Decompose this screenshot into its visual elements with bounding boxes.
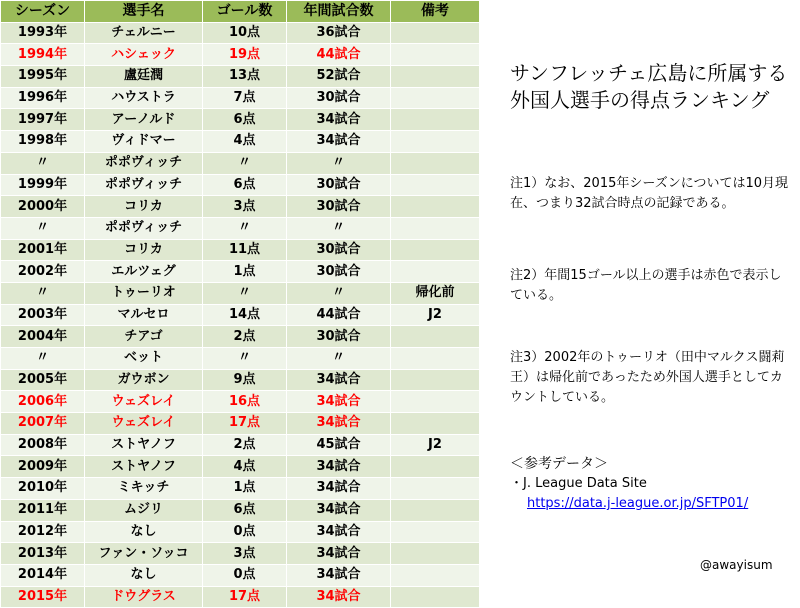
cell-goals: 4点 — [203, 456, 287, 478]
cell-goals: 11点 — [203, 239, 287, 261]
cell-player: エルツェグ — [85, 261, 203, 283]
table-row — [1, 174, 480, 196]
cell-player: ガウボン — [85, 369, 203, 391]
cell-games: 30試合 — [287, 196, 391, 218]
cell-games: 45試合 — [287, 434, 391, 456]
cell-season: 1997年 — [1, 109, 85, 131]
cell-season: 2001年 — [1, 239, 85, 261]
cell-notes — [391, 87, 480, 109]
cell-games: 44試合 — [287, 44, 391, 66]
cell-notes — [391, 261, 480, 283]
table-row — [1, 239, 480, 261]
cell-player: チェルニー — [85, 22, 203, 44]
cell-notes — [391, 521, 480, 543]
cell-goals: 7点 — [203, 87, 287, 109]
cell-games: 〃 — [287, 152, 391, 174]
cell-goals: 10点 — [203, 22, 287, 44]
cell-notes — [391, 217, 480, 239]
cell-season: 2005年 — [1, 369, 85, 391]
cell-season: 2013年 — [1, 543, 85, 565]
cell-goals: 6点 — [203, 174, 287, 196]
cell-player: ベット — [85, 348, 203, 370]
table-row — [1, 543, 480, 565]
cell-player: アーノルド — [85, 109, 203, 131]
table-row — [1, 348, 480, 370]
cell-games: 34試合 — [287, 391, 391, 413]
cell-goals: 〃 — [203, 282, 287, 304]
cell-goals: 1点 — [203, 261, 287, 283]
cell-games: 34試合 — [287, 586, 391, 608]
header-goals: ゴール数 — [203, 1, 287, 23]
table-row — [1, 391, 480, 413]
cell-season: 2008年 — [1, 434, 85, 456]
cell-player: ミキッチ — [85, 478, 203, 500]
cell-season: 2012年 — [1, 521, 85, 543]
table-row — [1, 152, 480, 174]
cell-season: 1993年 — [1, 22, 85, 44]
table-row — [1, 87, 480, 109]
cell-season: 1994年 — [1, 44, 85, 66]
table-row — [1, 456, 480, 478]
cell-player: コリカ — [85, 196, 203, 218]
cell-games: 34試合 — [287, 456, 391, 478]
cell-player: ヴィドマー — [85, 131, 203, 153]
cell-goals: 〃 — [203, 152, 287, 174]
cell-goals: 17点 — [203, 586, 287, 608]
reference-heading: ＜参考データ＞ — [510, 456, 608, 472]
cell-notes — [391, 66, 480, 88]
cell-season: 2002年 — [1, 261, 85, 283]
cell-player: トゥーリオ — [85, 282, 203, 304]
title-line-2: 外国人選手の得点ランキング — [510, 88, 770, 112]
cell-player: ファン・ソッコ — [85, 543, 203, 565]
header-player: 選手名 — [85, 1, 203, 23]
cell-season: 2009年 — [1, 456, 85, 478]
table-row — [1, 434, 480, 456]
cell-games: 30試合 — [287, 87, 391, 109]
table-row — [1, 66, 480, 88]
cell-notes — [391, 152, 480, 174]
cell-games: 34試合 — [287, 109, 391, 131]
cell-notes — [391, 131, 480, 153]
cell-notes — [391, 348, 480, 370]
cell-player: ドウグラス — [85, 586, 203, 608]
cell-player: ウェズレイ — [85, 413, 203, 435]
cell-notes — [391, 543, 480, 565]
table-row — [1, 217, 480, 239]
cell-season: 2000年 — [1, 196, 85, 218]
cell-player: なし — [85, 564, 203, 586]
cell-games: 34試合 — [287, 543, 391, 565]
cell-player: ストヤノフ — [85, 434, 203, 456]
cell-goals: 〃 — [203, 217, 287, 239]
cell-games: 34試合 — [287, 564, 391, 586]
cell-notes — [391, 239, 480, 261]
cell-season: 〃 — [1, 282, 85, 304]
cell-notes — [391, 413, 480, 435]
cell-player: ムジリ — [85, 499, 203, 521]
cell-player: ハウストラ — [85, 87, 203, 109]
cell-goals: 14点 — [203, 304, 287, 326]
table-row — [1, 586, 480, 608]
reference-site: ・J. League Data Site — [510, 476, 647, 491]
cell-notes: 帰化前 — [391, 282, 480, 304]
cell-season: 〃 — [1, 217, 85, 239]
table-row — [1, 478, 480, 500]
table-row — [1, 413, 480, 435]
page-title — [510, 60, 795, 114]
cell-season: 2004年 — [1, 326, 85, 348]
cell-season: 2014年 — [1, 564, 85, 586]
cell-goals: 3点 — [203, 543, 287, 565]
author-credit: @awayisum — [700, 558, 773, 572]
cell-games: 30試合 — [287, 239, 391, 261]
cell-goals: 〃 — [203, 348, 287, 370]
cell-games: 34試合 — [287, 499, 391, 521]
note-2: 注2）年間15ゴール以上の選手は赤色で表示している。 — [510, 268, 782, 303]
cell-goals: 13点 — [203, 66, 287, 88]
cell-player: マルセロ — [85, 304, 203, 326]
table-row — [1, 22, 480, 44]
cell-notes: J2 — [391, 434, 480, 456]
cell-games: 30試合 — [287, 261, 391, 283]
cell-games: 52試合 — [287, 66, 391, 88]
cell-notes — [391, 456, 480, 478]
cell-goals: 3点 — [203, 196, 287, 218]
cell-season: 2015年 — [1, 586, 85, 608]
header-games: 年間試合数 — [287, 1, 391, 23]
cell-season: 1996年 — [1, 87, 85, 109]
cell-goals: 19点 — [203, 44, 287, 66]
cell-notes — [391, 564, 480, 586]
cell-season: 2010年 — [1, 478, 85, 500]
header-season: シーズン — [1, 1, 85, 23]
cell-notes — [391, 44, 480, 66]
table-header-row — [1, 1, 480, 23]
table-row — [1, 304, 480, 326]
cell-player: 盧廷潤 — [85, 66, 203, 88]
cell-player: ハシェック — [85, 44, 203, 66]
cell-notes — [391, 478, 480, 500]
cell-goals: 6点 — [203, 499, 287, 521]
cell-season: 1995年 — [1, 66, 85, 88]
table-row — [1, 131, 480, 153]
cell-notes — [391, 586, 480, 608]
table-body — [1, 22, 480, 608]
cell-player: ポポヴィッチ — [85, 152, 203, 174]
cell-games: 34試合 — [287, 521, 391, 543]
cell-goals: 1点 — [203, 478, 287, 500]
table-row — [1, 564, 480, 586]
cell-goals: 2点 — [203, 434, 287, 456]
cell-games: 34試合 — [287, 131, 391, 153]
table-row — [1, 326, 480, 348]
table-row — [1, 44, 480, 66]
cell-notes — [391, 174, 480, 196]
cell-season: 2003年 — [1, 304, 85, 326]
cell-notes — [391, 109, 480, 131]
cell-games: 34試合 — [287, 478, 391, 500]
cell-games: 34試合 — [287, 413, 391, 435]
cell-season: 2007年 — [1, 413, 85, 435]
table-row — [1, 196, 480, 218]
cell-games: 〃 — [287, 348, 391, 370]
cell-notes: J2 — [391, 304, 480, 326]
cell-player: ポポヴィッチ — [85, 174, 203, 196]
cell-goals: 16点 — [203, 391, 287, 413]
table-row — [1, 521, 480, 543]
cell-player: チアゴ — [85, 326, 203, 348]
cell-notes — [391, 499, 480, 521]
cell-games: 34試合 — [287, 369, 391, 391]
cell-player: なし — [85, 521, 203, 543]
cell-notes — [391, 391, 480, 413]
table-row — [1, 282, 480, 304]
cell-season: 2006年 — [1, 391, 85, 413]
cell-games: 〃 — [287, 282, 391, 304]
cell-goals: 17点 — [203, 413, 287, 435]
header-notes: 備考 — [391, 1, 480, 23]
cell-season: 〃 — [1, 348, 85, 370]
note-3: 注3）2002年のトゥーリオ（田中マルクス闘莉王）は帰化前であったため外国人選手としてカウントしている。 — [510, 350, 785, 405]
cell-notes — [391, 196, 480, 218]
cell-goals: 0点 — [203, 521, 287, 543]
cell-goals: 2点 — [203, 326, 287, 348]
cell-player: ウェズレイ — [85, 391, 203, 413]
cell-season: 2011年 — [1, 499, 85, 521]
cell-season: 1998年 — [1, 131, 85, 153]
reference-link[interactable]: https://data.j-league.or.jp/SFTP01/ — [527, 496, 749, 511]
cell-goals: 4点 — [203, 131, 287, 153]
cell-goals: 0点 — [203, 564, 287, 586]
cell-notes — [391, 22, 480, 44]
cell-games: 30試合 — [287, 326, 391, 348]
cell-player: コリカ — [85, 239, 203, 261]
cell-player: ポポヴィッチ — [85, 217, 203, 239]
cell-games: 〃 — [287, 217, 391, 239]
cell-season: 〃 — [1, 152, 85, 174]
cell-goals: 9点 — [203, 369, 287, 391]
cell-games: 36試合 — [287, 22, 391, 44]
table-row — [1, 261, 480, 283]
table-row — [1, 109, 480, 131]
cell-notes — [391, 326, 480, 348]
cell-notes — [391, 369, 480, 391]
table-row — [1, 499, 480, 521]
cell-season: 1999年 — [1, 174, 85, 196]
cell-games: 30試合 — [287, 174, 391, 196]
cell-player: ストヤノフ — [85, 456, 203, 478]
note-1: 注1）なお、2015年シーズンについては10月現在、つまり32試合時点の記録である。 — [510, 176, 788, 211]
title-line-1: サンフレッチェ広島に所属する — [510, 61, 788, 85]
table-row — [1, 369, 480, 391]
cell-goals: 6点 — [203, 109, 287, 131]
cell-games: 44試合 — [287, 304, 391, 326]
